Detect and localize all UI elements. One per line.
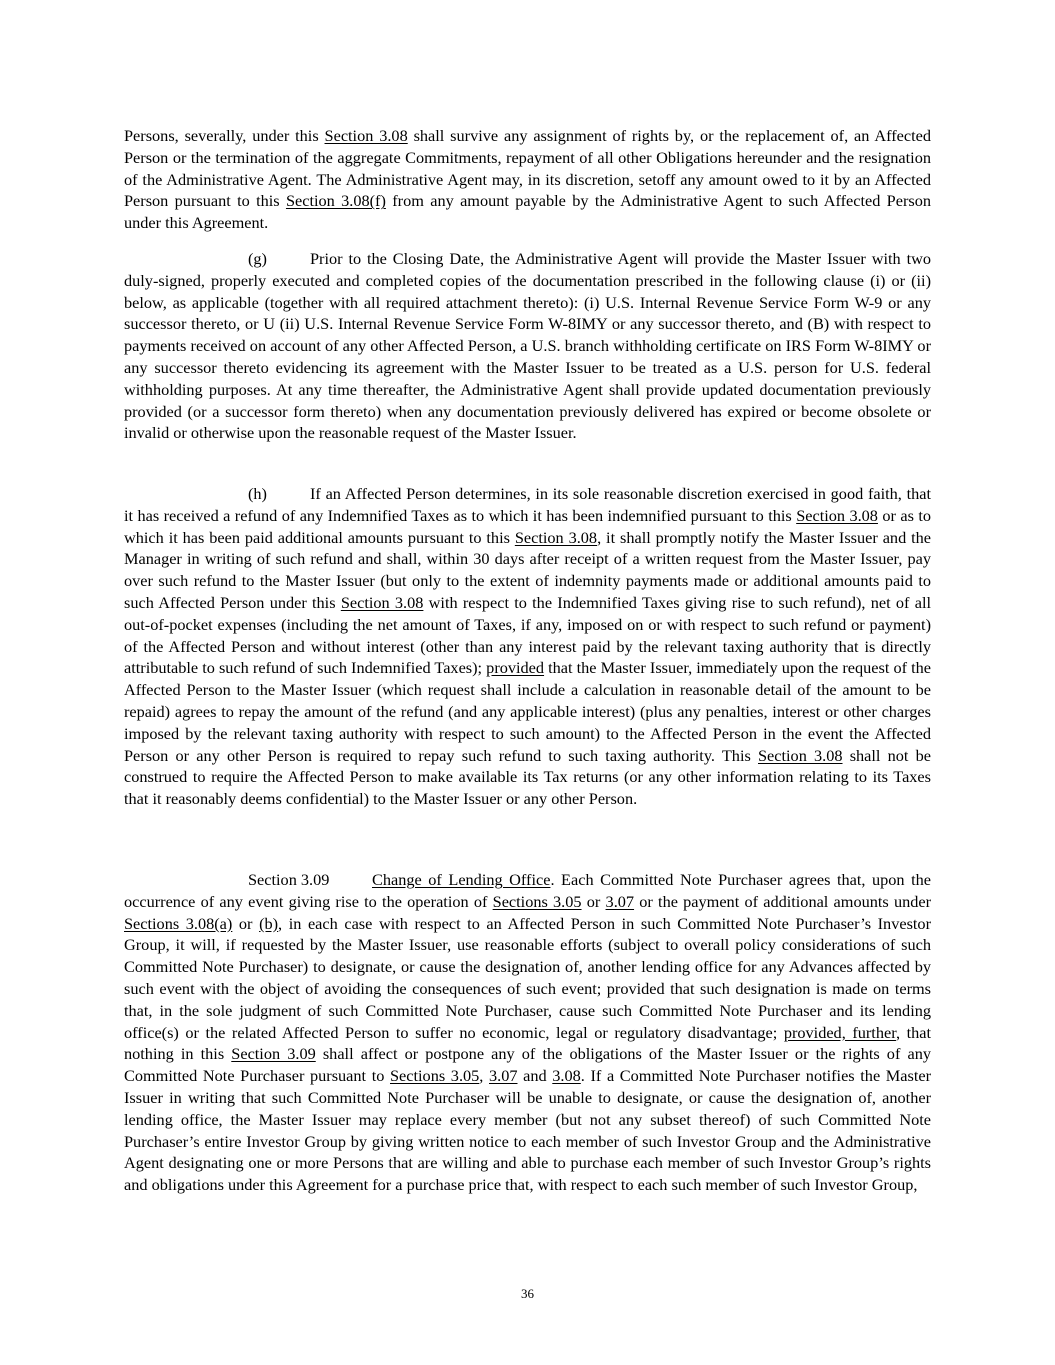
section-reference: 3.07 bbox=[605, 891, 635, 911]
clause-label: (h) bbox=[248, 484, 267, 503]
section-reference: Sections 3.08(a) bbox=[124, 913, 233, 933]
section-reference: Sections 3.05 bbox=[390, 1066, 480, 1086]
section-reference: Section 3.09 bbox=[231, 1044, 316, 1064]
section-reference: 3.08 bbox=[552, 1066, 581, 1086]
section-reference: Sections 3.05 bbox=[492, 891, 582, 911]
text: and bbox=[517, 1066, 553, 1086]
text: or bbox=[232, 913, 260, 933]
section-reference: 3.07 bbox=[489, 1066, 518, 1086]
section-heading: Change of Lending Office bbox=[372, 870, 551, 889]
text: , it shall promptly notify the Master Issuer and the Manager in writing of such refund and shall, within 30 days after receipt of a written request from the Master Issuer, pay over such refund to the Master Issuer (but only to the extent of indemnity payments made or additional amounts paid to such Affected Person under this bbox=[124, 527, 932, 612]
text: . Each Committed Note Purchaser agrees that, upon the occurrence of any event giving rise to the operation of bbox=[124, 870, 931, 911]
proviso-term: provided bbox=[486, 658, 545, 678]
text: from any amount payable by the Administrative Agent to such Affected Person under this Agreement. bbox=[124, 191, 932, 233]
section-reference: (b) bbox=[259, 913, 279, 933]
text: If an Affected Person determines, in its sole reasonable discretion exercised in good faith, that it has received a refund of any Indemnified Taxes as to which it has been indemnified pursuant to this bbox=[124, 484, 931, 525]
section-reference: Section 3.08 bbox=[758, 745, 843, 765]
text: or the payment of additional amounts under bbox=[634, 891, 932, 911]
section-reference: Section 3.08 bbox=[514, 527, 598, 547]
text: shall affect or postpone any of the obligations of the Master Issuer or the rights of any Committed Note Purchaser pursuant to bbox=[124, 1044, 931, 1086]
clause-label: (g) bbox=[248, 249, 267, 268]
section-label: Section 3.09 bbox=[248, 870, 330, 889]
text: Persons, severally, under this bbox=[124, 126, 325, 145]
section-reference: Section 3.08 bbox=[340, 592, 424, 612]
section-reference: Section 3.08 bbox=[796, 505, 878, 525]
paragraph-continued bbox=[124, 125, 931, 234]
text: Prior to the Closing Date, the Administrative Agent will provide the Master Issuer with two duly-signed, properly executed and completed copies of the documentation prescribed in the following clause (i) or (ii) below, as applicable (together with all required attachment thereto): (i) U.S. Internal Revenue Service Form W-9 or any successor thereto, or U (ii) U.S. Internal Revenue Service Form W-8IMY or any successor thereto, and (B) with respect to payments received on account of any other Affected Person, a U.S. branch withholding certificate on IRS Form W-8IMY or any successor thereto evidencing its agreement with the Master Issuer to be treated as a U.S. person for U.S. federal withholding purposes. At any time thereafter, the Administrative Agent shall provide updated documentation previously provided (or a successor form thereto) when any documentation previously delivered has expired or become obsolete or invalid or otherwise upon the reasonable request of the Master Issuer. bbox=[124, 249, 931, 443]
paragraph-g bbox=[124, 248, 931, 444]
section-reference: Section 3.08 bbox=[324, 126, 408, 145]
text: , that nothing in this bbox=[124, 1022, 931, 1064]
page-number: 36 bbox=[521, 1286, 534, 1301]
section-reference: Section 3.08(f) bbox=[285, 191, 386, 211]
proviso-term: provided, further bbox=[783, 1022, 896, 1042]
text: that the Master Issuer, immediately upon the request of the Affected Person to the Master Issuer (which request shall include a calculation in reasonable detail of the amount to be repaid) agrees to repay the amount of the refund (and any applicable interest) (plus any penalties, interest or other charges imposed by the relevant taxing authority with respect to such amount) to the Affected Person in the event the Affected Person or any other Person is required to repay such refund to such taxing authority. This bbox=[124, 658, 931, 765]
text: shall not be construed to require the Affected Person to make available its Tax returns (or any other information relating to its Taxes that it reasonably deems confidential) to the Master Issuer or any other Person. bbox=[124, 745, 931, 809]
section-3-09-paragraph bbox=[124, 869, 931, 1196]
text: or as to which it has been paid additional amounts pursuant to this bbox=[124, 505, 932, 547]
paragraph-h bbox=[124, 483, 931, 810]
text: . If a Committed Note Purchaser notifies the Master Issuer in writing that such Committed Note Purchaser will be unable to designate, or cause the designation of, another lending office, the Master Issuer may replace every member (but not any subset thereof) of such Committed Note Purchaser’s entire Investor Group by giving written notice to each member of such Investor Group and the Administrative Agent designating one or more Persons that are willing and able to purchase each member of such Investor Group’s rights and obligations under this Agreement for a purchase price that, with respect to each such member of such Investor Group, bbox=[124, 1066, 932, 1195]
text: , in each case with respect to an Affected Person in such Committed Note Purchaser’s Investor Group, it will, if requested by the Master Issuer, use reasonable efforts (subject to overall policy considerations of such Committed Note Purchaser) to designate, or cause the designation of, another lending office for any Advances affected by such event with the object of avoiding the consequences of such event; provided that such designation is made on terms that, in the sole judgment of such Committed Note Purchaser, cause such Committed Note Purchaser and its lending office(s) or the related Affected Person to suffer no economic, legal or regulatory disadvantage; bbox=[124, 913, 931, 1042]
text: , bbox=[479, 1066, 489, 1086]
text: shall survive any assignment of rights by, or the replacement of, an Affected Person or the termination of the aggregate Commitments, repayment of all other Obligations hereunder and the resignation of the Administrative Agent. The Administrative Agent may, in its discretion, setoff any amount owed to it by an Affected Person pursuant to this bbox=[124, 126, 931, 211]
text: with respect to the Indemnified Taxes giving rise to such refund), net of all out-of-pocket expenses (including the net amount of Taxes, if any, imposed on or with respect to such refund or payment) of the Affected Person and without interest (other than any interest paid by the relevant taxing authority that is directly attributable to such refund of such Indemnified Taxes); bbox=[124, 592, 931, 678]
text: or bbox=[581, 891, 606, 911]
